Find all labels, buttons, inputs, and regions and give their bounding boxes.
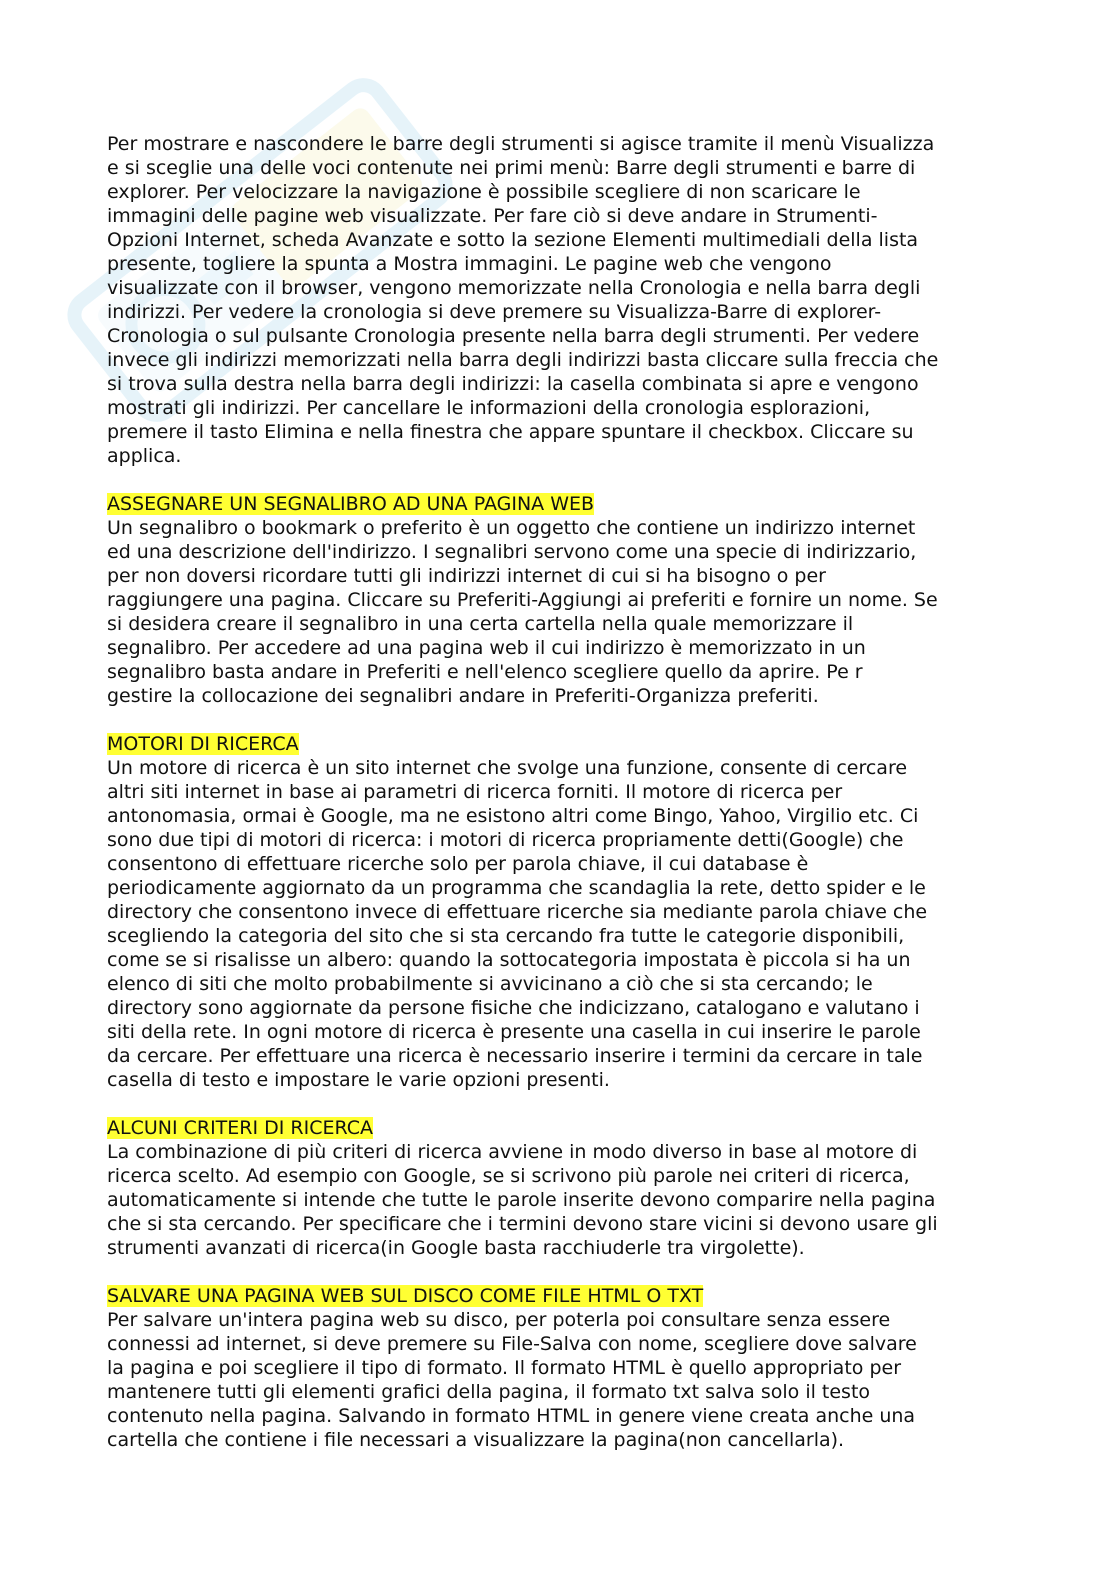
highlighted-heading-text: SALVARE UNA PAGINA WEB SUL DISCO COME FILE HTML O TXT [107,1285,704,1307]
section-heading [107,492,1027,516]
section-body: Un segnalibro o bookmark o preferito è un oggetto che contiene un indirizzo internet ed una descrizione dell'indirizzo. I segnalibri servono come una specie di indirizzario, per non doversi ricordare tutti gli indirizzi internet di cui si ha bisogno o per raggiungere una pagina. Cliccare su Preferiti-Aggiungi ai preferiti e fornire un nome. Se si desidera creare il segnalibro in una certa cartella nella quale memorizzare il segnalibro. Per accedere ad una pagina web il cui indirizzo è memorizzato in un segnalibro basta andare in Preferiti e nell'elenco scegliere quello da aprire. Pe r gestire la collocazione dei segnalibri andare in Preferiti-Organizza preferiti. [107,517,938,707]
section-body: La combinazione di più criteri di ricerca avviene in modo diverso in base al motore di ricerca scelto. Ad esempio con Google, se si scrivono più parole nei criteri di ricerca, automaticamente si intende che tutte le parole inserite devono comparire nella pagina che si sta cercando. Per specificare che i termini devono stare vicini si devono usare gli strumenti avanzati di ricerca(in Google basta racchiuderle tra virgolette). [107,1141,938,1259]
document-page [107,132,1027,1452]
section-heading [107,1284,1027,1308]
section-heading [107,1116,1027,1140]
highlighted-heading-text: ALCUNI CRITERI DI RICERCA [107,1117,374,1139]
section-body: Un motore di ricerca è un sito internet che svolge una funzione, consente di cercare altri siti internet in base ai parametri di ricerca forniti. Il motore di ricerca per antonomasia, ormai è Google, ma ne esistono altri come Bingo, Yahoo, Virgilio etc. Ci sono due tipi di motori di ricerca: i motori di ricerca propriamente detti(Google) che consentono di effettuare ricerche solo per parola chiave, il cui database è periodicamente aggiornato da un programma che scandaglia la rete, detto spider e le directory che consentono invece di effettuare ricerche sia mediante parola chiave che scegliendo la categoria del sito che si sta cercando fra tutte le categorie disponibili, come se si risalisse un albero: quando la sottocategoria impostata è piccola si ha un elenco di siti che molto probabilmente si avvicinano a ciò che si sta cercando; le directory sono aggiornate da persone fisiche che indicizzano, catalogano e valutano i siti della rete. In ogni motore di ricerca è presente una casella in cui inserire le parole da cercare. Per effettuare una ricerca è necessario inserire i termini da cercare in tale casella di testo e impostare le varie opzioni presenti. [107,757,928,1091]
section-motori-di-ricerca [107,732,1027,1092]
section-heading [107,732,1027,756]
highlighted-heading-text: ASSEGNARE UN SEGNALIBRO AD UNA PAGINA WEB [107,493,595,515]
highlighted-heading-text: MOTORI DI RICERCA [107,733,299,755]
section-salvare-pagina [107,1284,1027,1452]
section-criteri-di-ricerca [107,1116,1027,1260]
section-body: Per salvare un'intera pagina web su disco, per poterla poi consultare senza essere connessi ad internet, si deve premere su File-Salva con nome, scegliere dove salvare la pagina e poi scegliere il tipo di formato. Il formato HTML è quello appropriato per mantenere tutti gli elementi grafici della pagina, il formato txt salva solo il testo contenuto nella pagina. Salvando in formato HTML in genere viene creata anche una cartella che contiene i file necessari a visualizzare la pagina(non cancellarla). [107,1309,917,1451]
intro-paragraph: Per mostrare e nascondere le barre degli strumenti si agisce tramite il menù Visualizza e si sceglie una delle voci contenute nei primi menù: Barre degli strumenti e barre di explorer. Per velocizzare la navigazione è possibile scegliere di non scaricare le immagini delle pagine web visualizzate. Per fare ciò si deve andare in Strumenti- Opzioni Internet, scheda Avanzate e sotto la sezione Elementi multimediali della lista presente, togliere la spunta a Mostra immagini. Le pagine web che vengono visualizzate con il browser, vengono memorizzate nella Cronologia e nella barra degli indirizzi. Per vedere la cronologia si deve premere su Visualizza-Barre di explorer- Cronologia o sul pulsante Cronologia presente nella barra degli strumenti. Per vedere invece gli indirizzi memorizzati nella barra degli indirizzi basta cliccare sulla freccia che si trova sulla destra nella barra degli indirizzi: la casella combinata si apre e vengono mostrati gli indirizzi. Per cancellare le informazioni della cronologia esplorazioni, premere il tasto Elimina e nella finestra che appare spuntare il checkbox. Cliccare su applica. [107,133,939,467]
section-segnalibro [107,492,1027,708]
